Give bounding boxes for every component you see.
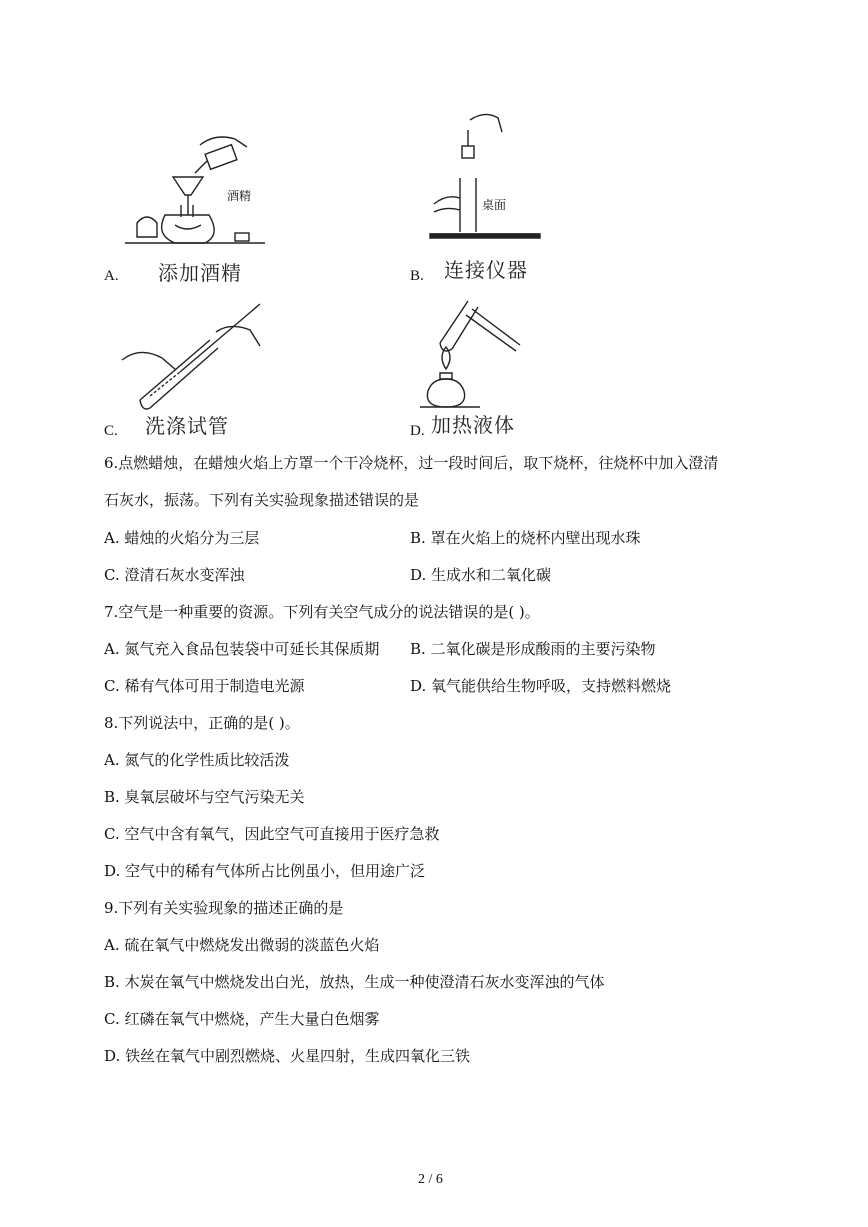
q8-stem: 8.下列说法中，正确的是( )。 xyxy=(104,714,300,732)
q9-option-a: A. 硫在氧气中燃烧发出微弱的淡蓝色火焰 xyxy=(104,936,380,954)
washing-test-tube-illustration xyxy=(120,300,270,410)
option-a-caption: 添加酒精 xyxy=(158,261,242,285)
q6-stem-line2: 石灰水，振荡。下列有关实验现象描述错误的是 xyxy=(104,491,420,509)
q9-option-d: D. 铁丝在氧气中剧烈燃烧、火星四射，生成四氧化三铁 xyxy=(104,1047,471,1065)
q7-option-a: A. 氮气充入食品包装袋中可延长其保质期 xyxy=(104,640,380,658)
q8-option-c: C. 空气中含有氧气，因此空气可直接用于医疗急救 xyxy=(104,825,440,843)
option-c-caption: 洗涤试管 xyxy=(145,414,229,438)
q6-option-d: D. 生成水和二氧化碳 xyxy=(410,566,552,584)
option-d-figure xyxy=(420,295,530,410)
q8-option-b: B. 臭氧层破坏与空气污染无关 xyxy=(104,788,305,806)
option-b-figure xyxy=(430,110,540,245)
q7-option-d: D. 氧气能供给生物呼吸，支持燃料燃烧 xyxy=(410,677,672,695)
figure-label-table: 桌面 xyxy=(482,198,507,212)
option-b-letter: B. xyxy=(410,268,424,284)
option-b-caption: 连接仪器 xyxy=(444,258,528,282)
option-d-letter: D. xyxy=(410,423,425,439)
q6-option-b: B. 罩在火焰上的烧杯内壁出现水珠 xyxy=(410,529,641,547)
q9-option-c: C. 红磷在氧气中燃烧，产生大量白色烟雾 xyxy=(104,1010,380,1028)
page-number: 2 / 6 xyxy=(418,1172,443,1187)
option-d-caption: 加热液体 xyxy=(431,413,515,437)
q7-option-c: C. 稀有气体可用于制造电光源 xyxy=(104,677,305,695)
q7-stem: 7.空气是一种重要的资源。下列有关空气成分的说法错误的是( )。 xyxy=(104,603,540,621)
option-c-figure xyxy=(120,300,270,410)
q6-stem-line1: 6.点燃蜡烛，在蜡烛火焰上方罩一个干冷烧杯，过一段时间后，取下烧杯，往烧杯中加入澄清 xyxy=(104,454,719,472)
option-c-letter: C. xyxy=(104,423,118,439)
q7-option-b: B. 二氧化碳是形成酸雨的主要污染物 xyxy=(410,640,656,658)
q8-option-d: D. 空气中的稀有气体所占比例虽小，但用途广泛 xyxy=(104,862,426,880)
q9-stem: 9.下列有关实验现象的描述正确的是 xyxy=(104,899,344,917)
heating-liquid-illustration xyxy=(420,295,530,410)
figure-label-alcohol: 酒精 xyxy=(227,189,252,203)
q9-option-b: B. 木炭在氧气中燃烧发出白光，放热，生成一种使澄清石灰水变浑浊的气体 xyxy=(104,973,605,991)
q6-option-a: A. 蜡烛的火焰分为三层 xyxy=(104,529,260,547)
q8-option-a: A. 氮气的化学性质比较活泼 xyxy=(104,751,290,769)
option-a-letter: A. xyxy=(104,268,119,284)
q6-option-c: C. 澄清石灰水变浑浊 xyxy=(104,566,245,584)
test-tube-table-illustration xyxy=(430,110,540,245)
option-a-figure xyxy=(125,125,265,255)
